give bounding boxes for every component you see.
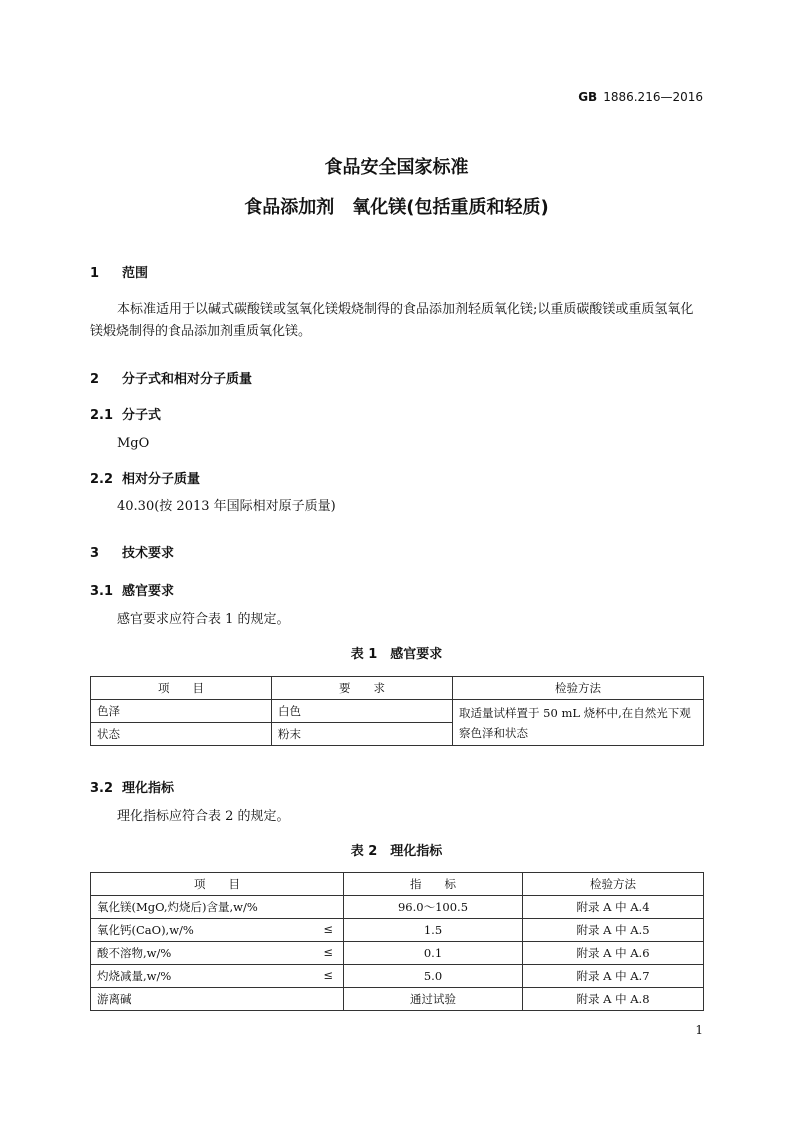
table-2-caption: 表 2 理化指标 <box>350 844 443 859</box>
main-title: 食品安全国家标准 <box>324 157 469 178</box>
standard-code: GB 1886.216—2016 <box>578 90 703 104</box>
table-cell: 游离碱 <box>91 988 344 1011</box>
table-2 <box>90 872 704 1011</box>
table-header-cell: 指 标 <box>344 873 523 896</box>
table-header-cell: 项 目 <box>91 873 344 896</box>
table-cell: 附录 A 中 A.7 <box>523 965 704 988</box>
table-row <box>91 942 704 965</box>
table-1-caption: 表 1 感官要求 <box>350 647 443 662</box>
table-cell: 通过试验 <box>344 988 523 1011</box>
table-cell: 灼烧减量,w/% ≤ <box>91 965 344 988</box>
table-cell: 96.0～100.5 <box>344 896 523 919</box>
table-cell: 色泽 <box>91 700 272 723</box>
table-header-row <box>91 873 704 896</box>
section-2-1-heading: 2.1 分子式 <box>90 408 162 423</box>
section-1-text: 本标准适用于以碱式碳酸镁或氢氧化镁煅烧制得的食品添加剂轻质氧化镁;以重质碳酸镁或重质氢氧化镁煅烧制得的食品添加剂重质氧化镁。 <box>90 302 694 339</box>
table-cell: 粉末 <box>272 723 453 746</box>
table-cell: 取适量试样置于 50 mL 烧杯中,在自然光下观察色泽和状态 <box>453 700 704 746</box>
table-cell: 酸不溶物,w/% ≤ <box>91 942 344 965</box>
table-row <box>91 896 704 919</box>
section-2-heading: 2 分子式和相对分子质量 <box>90 372 253 387</box>
table-row <box>91 700 704 723</box>
table-row <box>91 988 704 1011</box>
section-3-heading: 3 技术要求 <box>90 546 175 561</box>
table-header-cell: 要 求 <box>272 677 453 700</box>
molecular-mass: 40.30(按 2013 年国际相对原子质量) <box>117 499 336 514</box>
table-cell: 状态 <box>91 723 272 746</box>
section-2-2-heading: 2.2 相对分子质量 <box>90 472 201 487</box>
table-1 <box>90 676 704 746</box>
table-row <box>91 965 704 988</box>
page-number: 1 <box>695 1023 703 1037</box>
table-cell: 附录 A 中 A.4 <box>523 896 704 919</box>
table-cell: 附录 A 中 A.6 <box>523 942 704 965</box>
section-3-2-heading: 3.2 理化指标 <box>90 781 175 796</box>
table-cell: 白色 <box>272 700 453 723</box>
table-cell: 氧化钙(CaO),w/% ≤ <box>91 919 344 942</box>
table-cell: 氧化镁(MgO,灼烧后)含量,w/% <box>91 896 344 919</box>
table-cell: 附录 A 中 A.8 <box>523 988 704 1011</box>
table-cell: 5.0 <box>344 965 523 988</box>
table-header-cell: 项 目 <box>91 677 272 700</box>
section-3-2-text: 理化指标应符合表 2 的规定。 <box>117 809 290 824</box>
table-cell: 0.1 <box>344 942 523 965</box>
section-3-1-text: 感官要求应符合表 1 的规定。 <box>117 612 290 627</box>
table-cell: 1.5 <box>344 919 523 942</box>
table-cell: 附录 A 中 A.5 <box>523 919 704 942</box>
table-header-cell: 检验方法 <box>523 873 704 896</box>
section-1-heading: 1 范围 <box>90 266 149 281</box>
table-header-cell: 检验方法 <box>453 677 704 700</box>
sub-title: 食品添加剂 氧化镁(包括重质和轻质) <box>244 197 549 218</box>
section-3-1-heading: 3.1 感官要求 <box>90 584 175 599</box>
formula: MgO <box>117 436 150 451</box>
table-row <box>91 919 704 942</box>
table-header-row <box>91 677 704 700</box>
